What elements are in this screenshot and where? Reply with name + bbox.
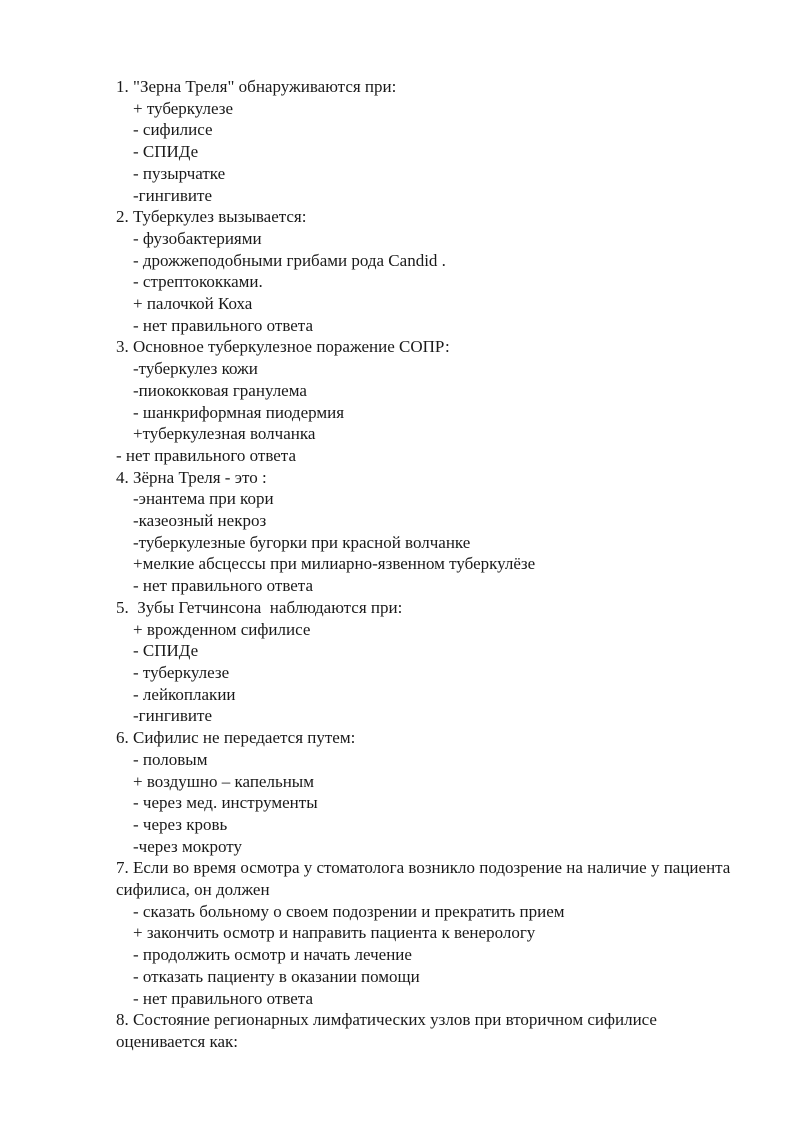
question-text: 6. Сифилис не передается путем: xyxy=(116,728,356,748)
answer-option: +туберкулезная волчанка xyxy=(133,424,316,444)
answer-option: - шанкриформная пиодермия xyxy=(133,402,345,422)
answer-option: -туберкулез кожи xyxy=(133,359,258,379)
answer-option: - стрептококками. xyxy=(133,272,263,292)
answer-option: - половым xyxy=(133,749,208,769)
answer-option: -туберкулезные бугорки при красной волчанке xyxy=(133,532,471,552)
answer-option: + врожденном сифилисе xyxy=(133,619,311,639)
answer-option: - нет правильного ответа xyxy=(133,988,313,1008)
question-text: 1. "Зерна Треля" обнаруживаются при: xyxy=(116,77,397,96)
answer-option: -через мокроту xyxy=(133,836,242,856)
answer-option: - СПИДе xyxy=(133,142,199,162)
answer-option: - через мед. инструменты xyxy=(133,793,318,813)
answer-option: -казеозный некроз xyxy=(133,511,267,531)
document-page xyxy=(116,76,736,1053)
answer-option: - сифилисе xyxy=(133,120,213,140)
answer-option: - нет правильного ответа xyxy=(116,445,296,465)
question-text: 3. Основное туберкулезное поражение СОПР: xyxy=(116,337,450,357)
answer-option: -гингивите xyxy=(133,185,212,205)
answer-option: - через кровь xyxy=(133,814,228,834)
answer-option: -пиококковая гранулема xyxy=(133,380,307,400)
answer-option: - продолжить осмотр и начать лечение xyxy=(133,945,412,965)
answer-option: -гингивите xyxy=(133,706,212,726)
question-text: 7. Если во время осмотра у стоматолога возникло подозрение на наличие у пациента сифилиса, он должен xyxy=(116,858,731,900)
answer-option: - отказать пациенту в оказании помощи xyxy=(133,966,420,986)
answer-option: + палочкой Коха xyxy=(133,294,253,314)
answer-option: + воздушно – капельным xyxy=(133,771,314,791)
answer-option: - сказать больному о своем подозрении и прекратить прием xyxy=(133,901,565,921)
answer-option: - дрожжеподобными грибами рода Candid . xyxy=(133,250,446,270)
answer-option: +мелкие абсцессы при милиарно-язвенном туберкулёзе xyxy=(133,554,536,574)
answer-option: - нет правильного ответа xyxy=(133,576,313,596)
question-text: 5. Зубы Гетчинсона наблюдаются при: xyxy=(116,597,403,617)
answer-option: + закончить осмотр и направить пациента к венерологу xyxy=(133,923,536,943)
answer-option: - пузырчатке xyxy=(133,163,226,183)
question-text: 4. Зёрна Треля - это : xyxy=(116,467,267,487)
answer-option: -энантема при кори xyxy=(133,489,274,509)
answer-option: + туберкулезе xyxy=(133,98,234,118)
question-text: 2. Туберкулез вызывается: xyxy=(116,207,307,227)
answer-option: - туберкулезе xyxy=(133,662,230,682)
answer-option: - СПИДе xyxy=(133,641,199,661)
answer-option: - фузобактериями xyxy=(133,228,262,248)
answer-option: - лейкоплакии xyxy=(133,684,236,704)
answer-option: - нет правильного ответа xyxy=(133,315,313,335)
question-text: 8. Состояние регионарных лимфатических узлов при вторичном сифилисе оценивается как: xyxy=(116,1010,657,1051)
